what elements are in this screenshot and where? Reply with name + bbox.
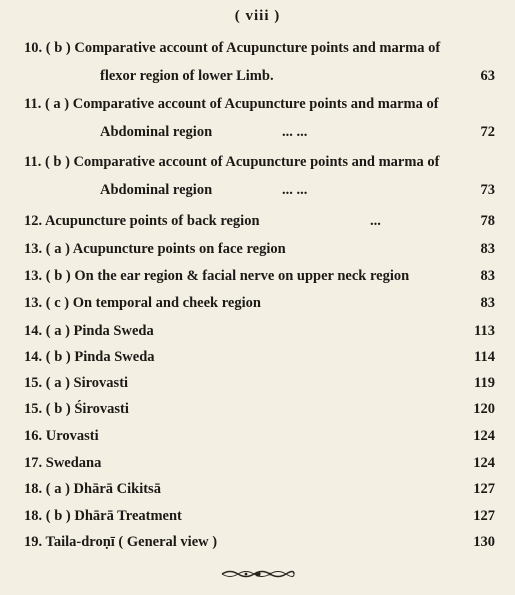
page-number: 124 — [473, 428, 495, 444]
entry-title: 18. ( b ) Dhārā Treatment — [24, 508, 182, 524]
entry-title: 13. ( c ) On temporal and cheek region — [24, 295, 261, 311]
entry-title: 13. ( a ) Acupuncture points on face region — [24, 241, 286, 257]
page-number: 63 — [480, 68, 495, 84]
entry-title: 11. ( a ) Comparative account of Acupuncture points and marma of — [24, 96, 439, 112]
page-number: 83 — [480, 241, 495, 257]
page-number: 114 — [474, 349, 495, 365]
page-number: 78 — [480, 213, 495, 229]
page-number: 83 — [480, 268, 495, 284]
entry-title: 14. ( b ) Pinda Sweda — [24, 349, 155, 365]
page-number: 119 — [474, 375, 495, 391]
entry-title-cont: Abdominal region — [100, 124, 213, 140]
page-number: 124 — [473, 455, 495, 471]
page-number: 83 — [480, 295, 495, 311]
entry-title: 11. ( b ) Comparative account of Acupuncture points and marma of — [24, 154, 440, 170]
leader-dots: ... ... — [282, 124, 308, 140]
entry-title: 12. Acupuncture points of back region — [24, 213, 260, 229]
entry-title-cont: flexor region of lower Limb. — [100, 68, 274, 84]
entry-title: 10. ( b ) Comparative account of Acupuncture points and marma of — [24, 40, 441, 56]
page-number: 127 — [473, 481, 495, 497]
entry-title: 18. ( a ) Dhārā Cikitsā — [24, 481, 161, 497]
entry-title: 15. ( a ) Sirovasti — [24, 375, 129, 391]
entry-title: 14. ( a ) Pinda Sweda — [24, 323, 154, 339]
entry-title: 19. Taila-droṇī ( General view ) — [24, 534, 218, 550]
entry-title: 15. ( b ) Śirovasti — [24, 401, 129, 417]
leader-dots: ... ... — [282, 182, 308, 198]
decorative-divider-icon — [0, 568, 515, 580]
entry-title-cont: Abdominal region — [100, 182, 213, 198]
page-number: 113 — [474, 323, 495, 339]
page-number: 127 — [473, 508, 495, 524]
entry-title: 13. ( b ) On the ear region & facial nerve on upper neck region — [24, 268, 410, 284]
entry-title: 16. Urovasti — [24, 428, 99, 444]
page-number: 120 — [473, 401, 495, 417]
page-number: 73 — [480, 182, 495, 198]
page-number: 130 — [473, 534, 495, 550]
entry-title: 17. Swedana — [24, 455, 102, 471]
leader-dots: ... — [370, 213, 381, 229]
page-header: ( viii ) — [234, 8, 281, 24]
page-number: 72 — [480, 124, 495, 140]
